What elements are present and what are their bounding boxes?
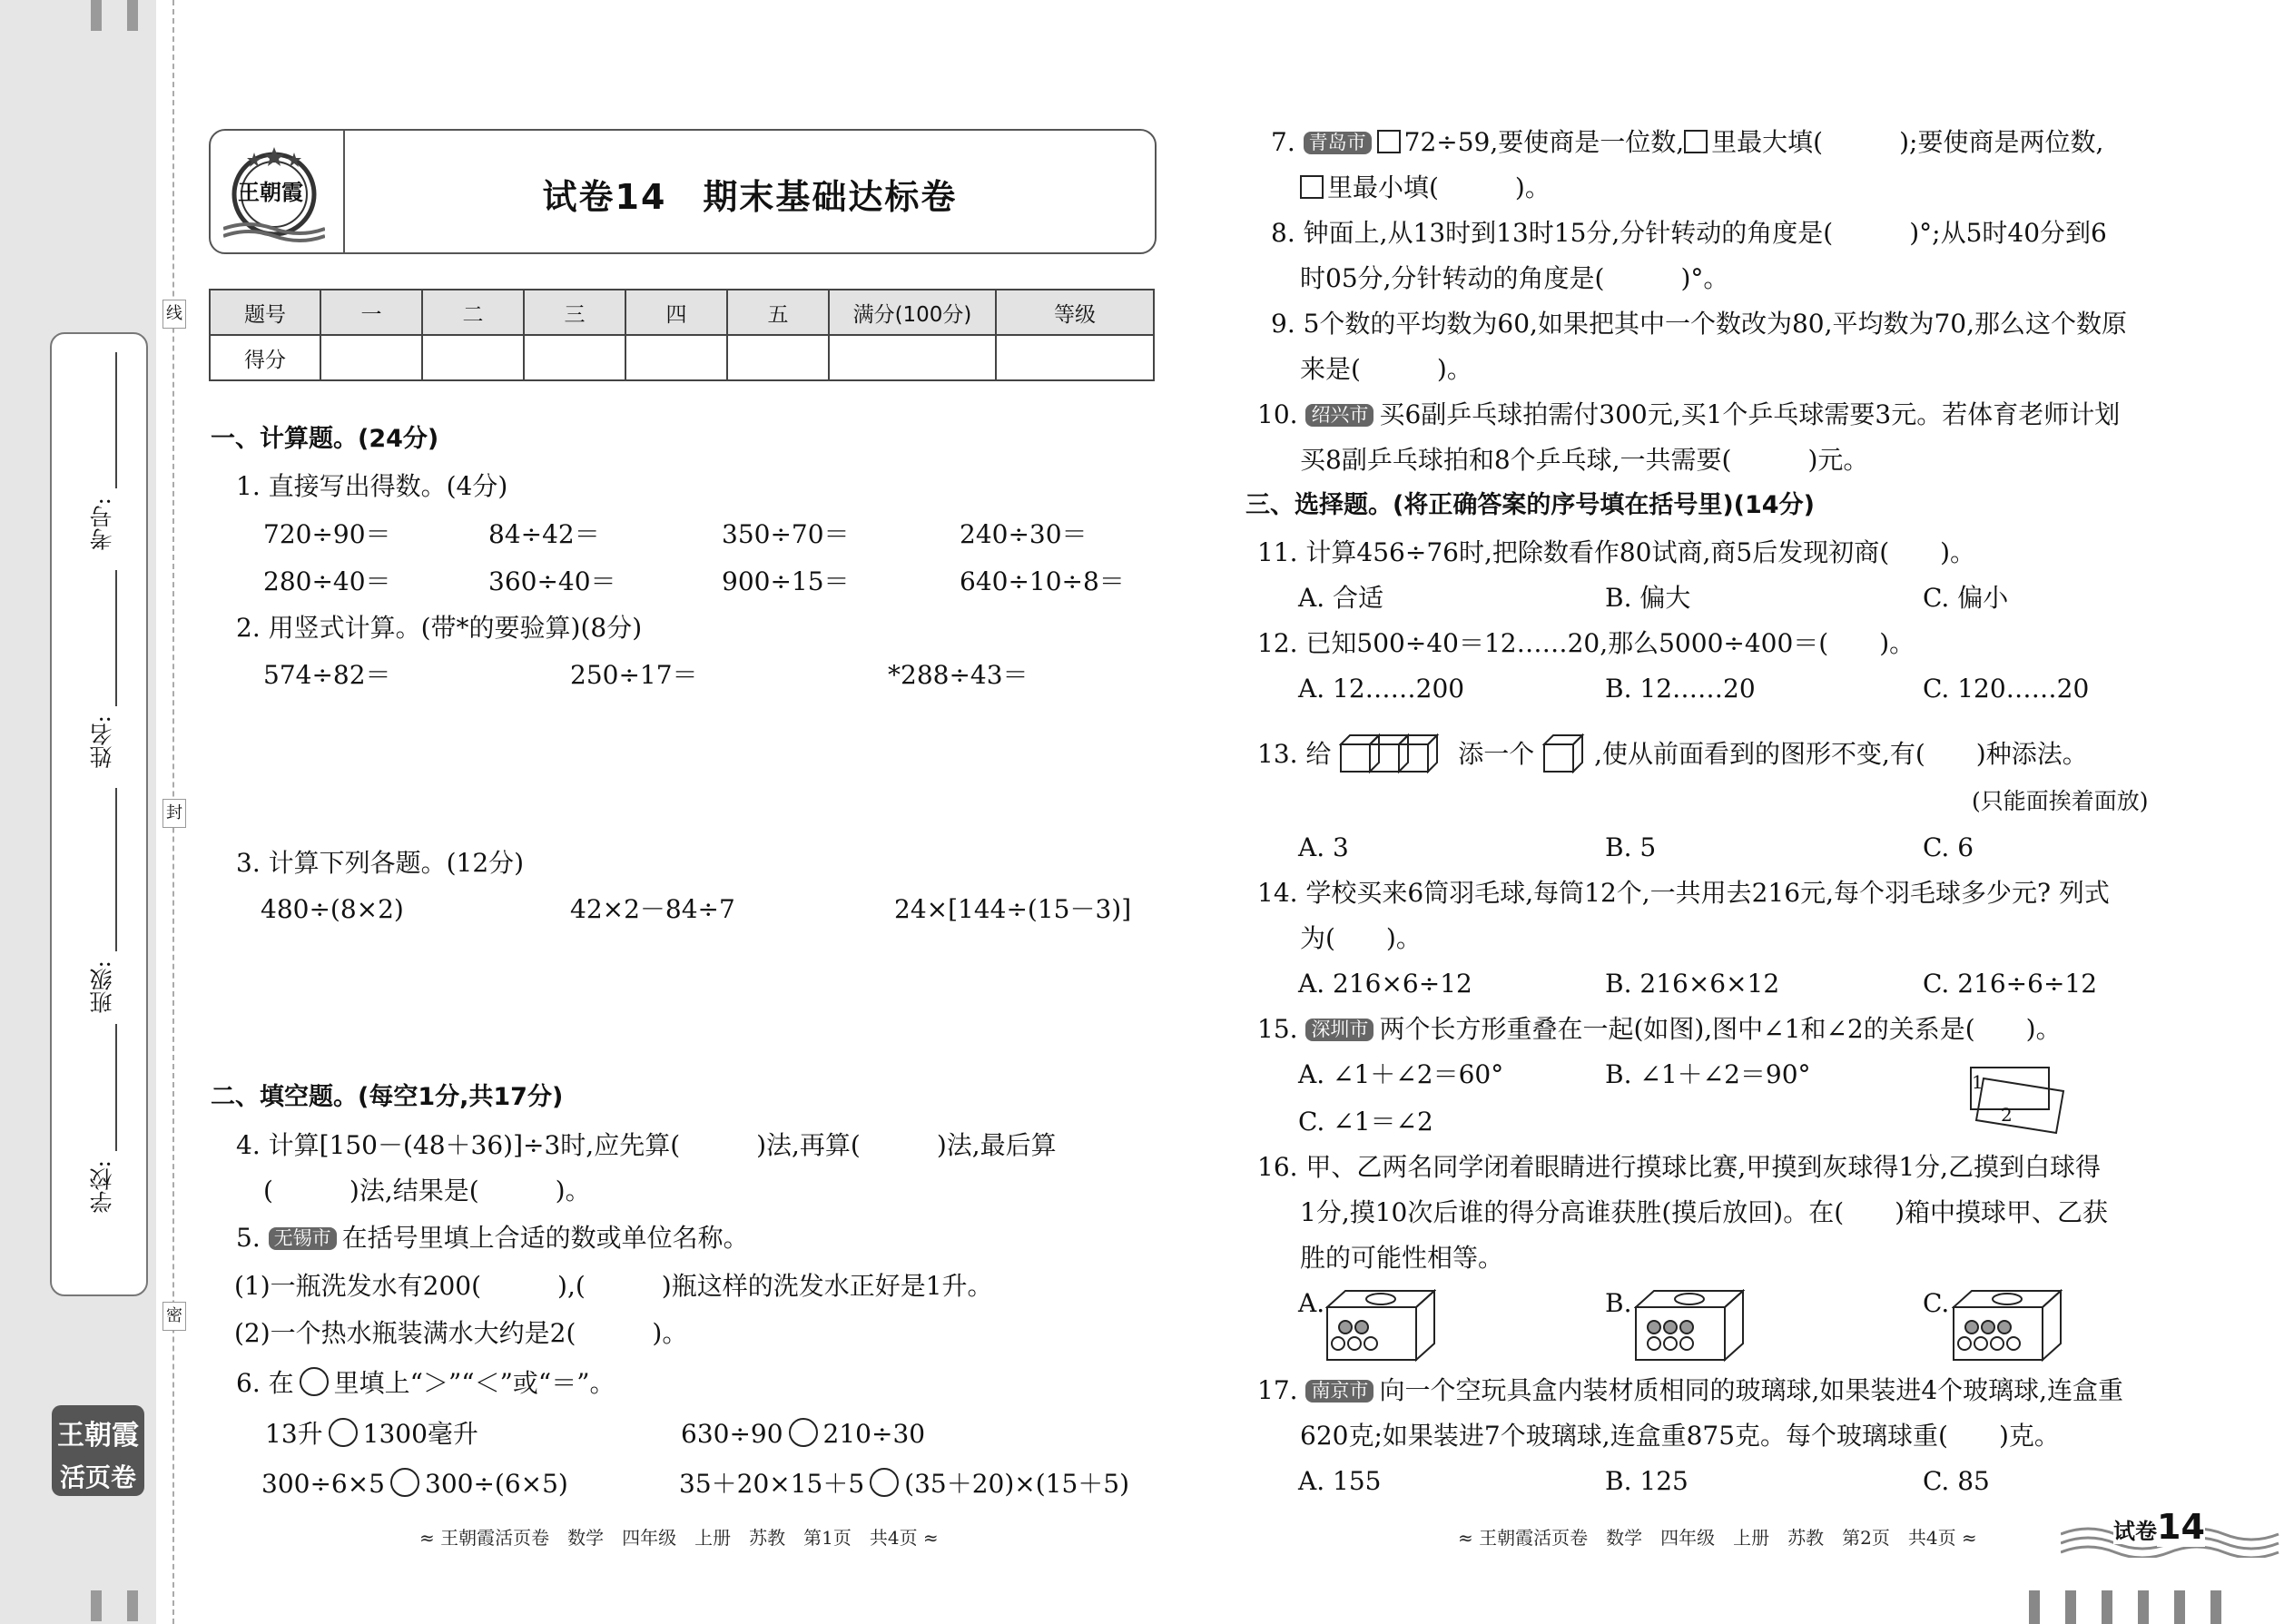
exam-title: 试卷14 期末基础达标卷: [542, 177, 958, 217]
question-4-line2: ( )法,结果是( )。: [263, 1176, 591, 1206]
option[interactable]: B. 偏大: [1605, 583, 1691, 613]
strip-mark: [2065, 1590, 2076, 1624]
question-6-text-a: 6. 在: [236, 1368, 294, 1398]
blank-square-icon: [1377, 130, 1401, 153]
question-number: 15.: [1257, 1014, 1298, 1044]
question-17-line1: [1257, 1375, 2124, 1405]
ball-box-c-icon: [1952, 1289, 2063, 1362]
score-cell[interactable]: [727, 335, 829, 380]
school-label: 学校:: [89, 1160, 115, 1214]
question-5-text: 在括号里填上合适的数或单位名称。: [341, 1223, 749, 1253]
option[interactable]: B. 12……20: [1605, 674, 1756, 704]
section-1-title: 一、计算题。(24分): [211, 425, 439, 453]
option[interactable]: A. 合适: [1298, 583, 1384, 613]
question-number: 17.: [1257, 1375, 1298, 1405]
strip-mark: [2174, 1590, 2185, 1624]
ball-box-a-icon: [1325, 1289, 1436, 1362]
class-label: 班级:: [89, 960, 115, 1014]
page-number: [2113, 1507, 2205, 1547]
question-13-text-b: 添一个: [1458, 739, 1535, 769]
angle-1-label: 1: [1972, 1071, 1984, 1093]
calc-item: 350÷70＝: [722, 519, 850, 549]
option[interactable]: C. 85: [1923, 1466, 1990, 1496]
question-4-line1: 4. 计算[150－(48＋36)]÷3时,应先算( )法,再算( )法,最后算: [236, 1130, 1057, 1160]
score-cell[interactable]: [422, 335, 524, 380]
option[interactable]: A. 216×6÷12: [1298, 969, 1472, 999]
bind-secret-char: 密: [162, 1302, 186, 1331]
name-line: [115, 570, 117, 706]
question-17-line2: 620克;如果装进7个玻璃球,连盒重875克。每个玻璃球重( )克。: [1300, 1421, 2060, 1451]
question-10-line2: 买8副乒乓球拍和8个乒乓球,一共需要( )元。: [1300, 445, 1869, 475]
score-cell[interactable]: [625, 335, 727, 380]
question-13-text-a: 13. 给: [1257, 739, 1332, 769]
question-14-line2: 为( )。: [1300, 923, 1422, 953]
score-cell[interactable]: [524, 335, 625, 380]
class-line: [115, 788, 117, 951]
option[interactable]: B.: [1605, 1288, 1632, 1318]
score-cell[interactable]: [996, 335, 1154, 380]
question-number: 10.: [1257, 399, 1298, 429]
strip-mark: [91, 0, 102, 31]
question-7-line1: [1271, 127, 2104, 157]
table-header-cell: 题号: [210, 290, 320, 335]
question-16-line2: 1分,摸10次后谁的得分高谁获胜(摸后放回)。在( )箱中摸球甲、乙获: [1300, 1197, 2109, 1227]
table-header-cell: 满分(100分): [829, 290, 996, 335]
compare-right: 1300毫升: [362, 1419, 478, 1449]
option[interactable]: B. 216×6×12: [1605, 969, 1780, 999]
question-10-line1: [1257, 399, 2121, 429]
question-8-line2: 时05分,分针转动的角度是( )°。: [1300, 263, 1729, 293]
option[interactable]: A.: [1298, 1288, 1325, 1318]
question-6: [236, 1367, 615, 1396]
vertical-calc-item: *288÷43＝: [888, 660, 1029, 690]
compare-item: [265, 1418, 478, 1447]
compare-left: 300÷6×5: [261, 1469, 385, 1499]
question-17-text: 向一个空玩具盒内装材质相同的玻璃球,如果装进4个玻璃球,连盒重: [1379, 1375, 2124, 1405]
question-10-text: 买6副乒乓球拍需付300元,买1个乒乓球需要3元。若体育老师计划: [1379, 399, 2121, 429]
option[interactable]: C.: [1923, 1288, 1950, 1318]
calc-item: 240÷30＝: [960, 519, 1088, 549]
brand-bottom: 活页卷: [59, 1462, 136, 1492]
option[interactable]: A. 3: [1298, 832, 1349, 862]
right-footer: ≈ 王朝霞活页卷 数学 四年级 上册 苏教 第2页 共4页 ≈: [1458, 1527, 1977, 1549]
expression-item: 42×2－84÷7: [570, 894, 735, 924]
option[interactable]: C. 偏小: [1923, 583, 2009, 613]
option[interactable]: C. 216÷6÷12: [1923, 969, 2098, 999]
calc-item: 900÷15＝: [722, 566, 850, 596]
question-14-line1: 14. 学校买来6筒羽毛球,每筒12个,一共用去216元,每个羽毛球多少元? 列式: [1257, 878, 2110, 908]
question-5-part2: (2)一个热水瓶装满水大约是2( )。: [234, 1318, 688, 1348]
question-8-line1: 8. 钟面上,从13时到13时15分,分针转动的角度是( )°;从5时40分到6: [1271, 218, 2107, 248]
table-header-cell: 五: [727, 290, 829, 335]
option[interactable]: C. 6: [1923, 832, 1974, 862]
strip-mark: [2102, 1590, 2112, 1624]
calc-item: 360÷40＝: [488, 566, 616, 596]
score-table: [209, 289, 1155, 381]
question-15-text: 两个长方形重叠在一起(如图),图中∠1和∠2的关系是( )。: [1379, 1014, 2062, 1044]
table-header-cell: 等级: [996, 290, 1154, 335]
exam-no-label: 考号:: [89, 497, 115, 551]
question-11: 11. 计算456÷76时,把除数看作80试商,商5后发现初商( )。: [1257, 537, 1976, 567]
compare-circle-icon[interactable]: [329, 1418, 358, 1447]
school-line: [115, 1024, 117, 1151]
option[interactable]: C. ∠1＝∠2: [1298, 1107, 1433, 1137]
expression-item: 24×[144÷(15－3)]: [894, 894, 1132, 924]
section-3-title: 三、选择题。(将正确答案的序号填在括号里)(14分): [1245, 491, 1815, 519]
cube-stack-icon: [1339, 733, 1450, 773]
compare-left: 630÷90: [681, 1419, 783, 1449]
question-13-text-c: ,使从前面看到的图形不变,有( )种添法。: [1594, 739, 2088, 769]
page-number-label: 试卷: [2113, 1519, 2157, 1544]
question-6-text-b: 里填上“＞”“＜”或“＝”。: [333, 1368, 615, 1398]
region-tag: 南京市: [1305, 1380, 1373, 1403]
question-13-note: (只能面挨着面放): [1972, 788, 2149, 814]
section-2-title: 二、填空题。(每空1分,共17分): [211, 1083, 564, 1111]
page-number-value: 14: [2157, 1507, 2205, 1547]
score-cell[interactable]: [320, 335, 422, 380]
compare-item: [681, 1418, 925, 1447]
option[interactable]: A. ∠1＋∠2＝60°: [1298, 1059, 1504, 1089]
strip-mark: [2029, 1590, 2040, 1624]
question-5: 5. 无锡市 在括号里填上合适的数或单位名称。: [236, 1223, 749, 1253]
exam-no-line: [115, 352, 117, 488]
question-7-line2: [1300, 172, 1551, 202]
compare-circle-icon[interactable]: [870, 1468, 899, 1497]
compare-left: 13升: [265, 1419, 323, 1449]
blank-square-icon: [1300, 175, 1324, 199]
table-header-cell: 一: [320, 290, 422, 335]
option[interactable]: B. 125: [1605, 1466, 1689, 1496]
compare-circle-icon: [300, 1367, 329, 1396]
title-box: [209, 129, 1157, 254]
option[interactable]: A. 12……200: [1298, 674, 1465, 704]
strip-mark: [127, 0, 138, 31]
compare-right: (35＋20)×(15＋5): [904, 1469, 1130, 1499]
question-number: 7.: [1271, 127, 1295, 157]
question-9-line2: 来是( )。: [1300, 354, 1472, 384]
name-label: 姓名:: [89, 715, 115, 769]
strip-mark: [2210, 1590, 2221, 1624]
option[interactable]: A. 155: [1298, 1466, 1382, 1496]
brand-badge: [52, 1405, 144, 1496]
strip-mark: [2138, 1590, 2149, 1624]
region-tag: 深圳市: [1305, 1019, 1373, 1041]
angle-2-label: 2: [2001, 1104, 2013, 1126]
strip-mark: [127, 1590, 138, 1621]
bind-seal-char: 封: [162, 799, 186, 828]
score-row-label: 得分: [210, 335, 320, 380]
compare-right: 210÷30: [822, 1419, 926, 1449]
calc-item: 84÷42＝: [488, 519, 600, 549]
student-info-card: [50, 332, 148, 1296]
compare-item: [261, 1468, 568, 1497]
ball-box-b-icon: [1634, 1289, 1745, 1362]
left-footer: ≈ 王朝霞活页卷 数学 四年级 上册 苏教 第1页 共4页 ≈: [419, 1527, 939, 1549]
cube-icon: [1542, 733, 1586, 773]
table-header-cell: 四: [625, 290, 727, 335]
calc-item: 280÷40＝: [263, 566, 391, 596]
question-3: 3. 计算下列各题。(12分): [236, 848, 525, 878]
question-9-line1: 9. 5个数的平均数为60,如果把其中一个数改为80,平均数为70,那么这个数原: [1271, 309, 2128, 339]
score-cell[interactable]: [829, 335, 996, 380]
compare-right: 300÷(6×5): [425, 1469, 568, 1499]
bind-line-char: 线: [162, 300, 186, 329]
question-16-line1: 16. 甲、乙两名同学闭着眼睛进行摸球比赛,甲摸到灰球得1分,乙摸到白球得: [1257, 1152, 2102, 1182]
question-5-part1: (1)一瓶洗发水有200( ),( )瓶这样的洗发水正好是1升。: [234, 1271, 993, 1301]
expression-item: 480÷(8×2): [261, 894, 404, 924]
question-16-line3: 胜的可能性相等。: [1300, 1243, 1504, 1273]
brand-top: 王朝霞: [57, 1420, 139, 1452]
option[interactable]: C. 120……20: [1923, 674, 2090, 704]
compare-left: 35＋20×15＋5: [679, 1469, 865, 1499]
table-header-cell: 二: [422, 290, 524, 335]
logo-text: 王朝霞: [238, 179, 303, 205]
vertical-calc-item: 250÷17＝: [570, 660, 698, 690]
question-1: 1. 直接写出得数。(4分): [236, 471, 508, 501]
question-12: 12. 已知500÷40＝12……20,那么5000÷400＝( )。: [1257, 628, 1915, 658]
question-7-text-c: 里最小填( )。: [1327, 172, 1551, 202]
table-header-cell: 三: [524, 290, 625, 335]
blank-square-icon: [1684, 130, 1708, 153]
calc-item: 720÷90＝: [263, 519, 391, 549]
vertical-calc-item: 574÷82＝: [263, 660, 391, 690]
region-tag: 绍兴市: [1305, 404, 1373, 427]
compare-circle-icon[interactable]: [390, 1468, 419, 1497]
compare-item: [679, 1468, 1129, 1497]
strip-mark: [91, 1590, 102, 1621]
region-tag: 无锡市: [269, 1227, 337, 1250]
question-7-text: 72÷59,要使商是一位数,: [1403, 127, 1685, 157]
question-13: [1257, 733, 2088, 773]
binding-strip: [0, 0, 156, 1624]
option[interactable]: B. ∠1＋∠2＝90°: [1605, 1059, 1811, 1089]
calc-item: 640÷10÷8＝: [960, 566, 1125, 596]
question-2: 2. 用竖式计算。(带*的要验算)(8分): [236, 613, 643, 643]
option[interactable]: B. 5: [1605, 832, 1657, 862]
question-7-text-b: 里最大填( );要使商是两位数,: [1711, 127, 2104, 157]
question-15: [1257, 1014, 2062, 1044]
compare-circle-icon[interactable]: [789, 1418, 818, 1447]
region-tag: 青岛市: [1304, 132, 1372, 154]
